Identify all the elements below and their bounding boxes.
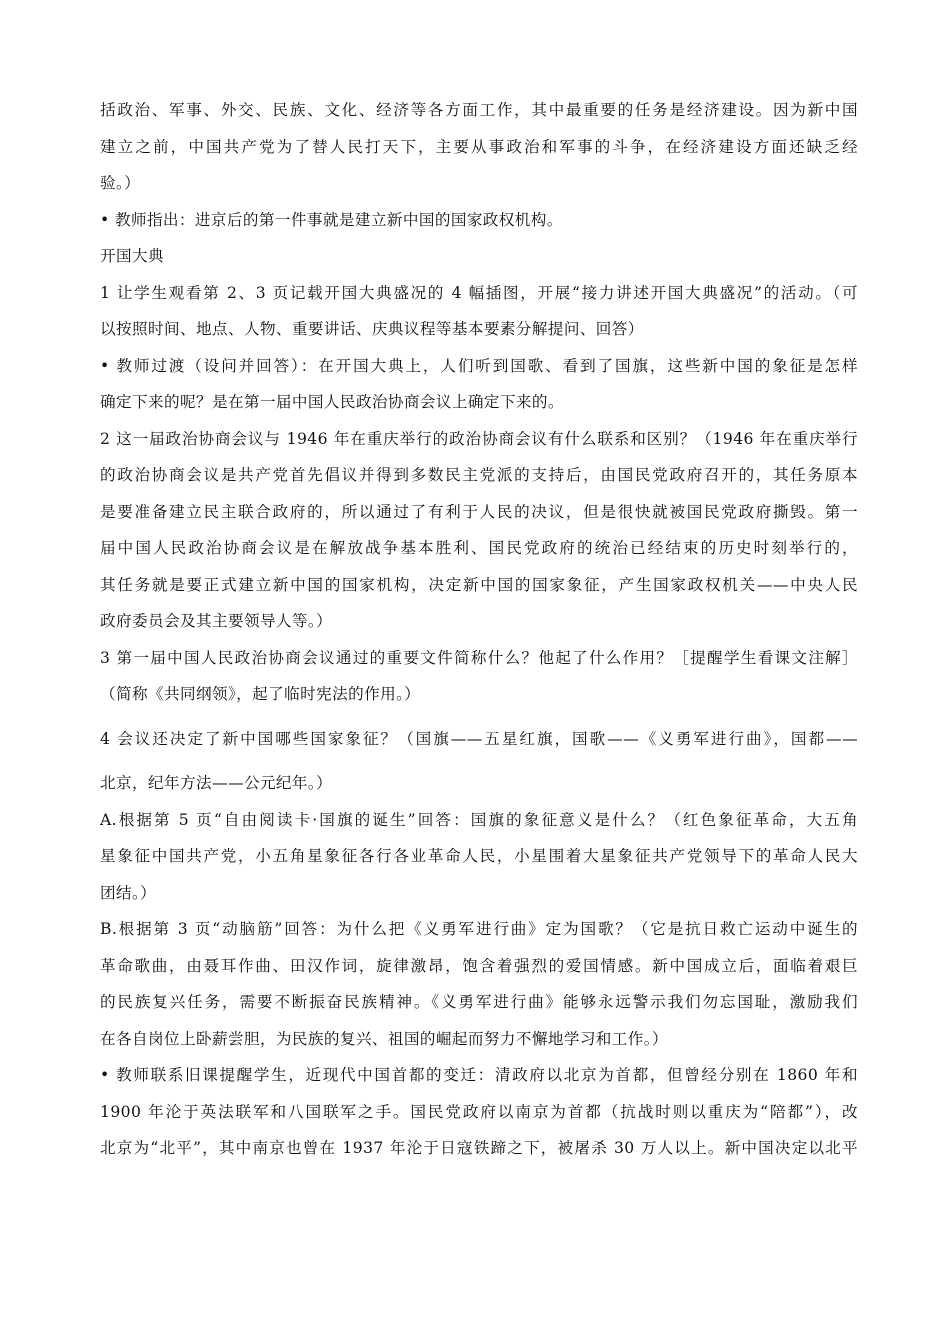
paragraph-gap	[100, 757, 858, 765]
section-heading: 开国大典	[100, 247, 164, 265]
text-line: 1 让学生观看第 2、3 页记载开国大典盛况的 4 幅插图，开展“接力讲述开国大典盛况”的活动。（可	[100, 283, 858, 302]
text-line: 的民族复兴任务，需要不断振奋民族精神。《义勇军进行曲》能够永远警示我们勿忘国耻，激励我们	[100, 993, 858, 1011]
text-line: 革命歌曲，由聂耳作曲、田汉作词，旋律激昂，饱含着强烈的爱国情感。新中国成立后，面临着艰巨	[100, 956, 858, 975]
text-line: 建立之前，中国共产党为了替人民打天下，主要从事政治和军事的斗争，在经济建设方面还缺乏经	[100, 137, 858, 156]
text-line: 政府委员会及其主要领导人等。）	[100, 612, 333, 630]
text-line: 确定下来的呢？是在第一届中国人民政治协商会议上确定下来的。	[100, 393, 564, 411]
text-line: 北京为“北平”，其中南京也曾在 1937 年沦于日寇铁蹄之下，被屠杀 30 万人以上。新中国决定以北平	[100, 1139, 858, 1157]
text-line: 星象征中国共产党，小五角星象征各行各业革命人民，小星围着大星象征共产党领导下的革命人民大	[100, 847, 858, 865]
text-line: 1900 年沦于英法联军和八国联军之手。国民党政府以南京为首都（抗战时则以重庆为“陪都”），改	[100, 1102, 858, 1121]
text-line: 届中国人民政治协商会议是在解放战争基本胜利、国民党政府的统治已经结束的历史时刻举行的，	[100, 539, 858, 557]
text-line: 是要准备建立民主联合政府的，所以通过了有利于人民的决议，但是很快就被国民党政府撕毁。第一	[100, 502, 858, 521]
text-line: • 教师联系旧课提醒学生，近现代中国首都的变迁：清政府以北京为首都，但曾经分别在 1860 年和	[100, 1066, 858, 1084]
text-line: B.根据第 3 页“动脑筋”回答：为什么把《义勇军进行曲》定为国歌？（它是抗日救亡运动中诞生的	[100, 920, 858, 938]
text-line: • 教师指出：进京后的第一件事就是建立新中国的国家政权机构。	[100, 210, 563, 229]
text-line: 4 会议还决定了新中国哪些国家象征？（国旗——五星红旗，国歌——《义勇军进行曲》，国都——	[100, 729, 858, 748]
document-body	[100, 92, 858, 1167]
text-line: 的政治协商会议是共产党首先倡议并得到多数民主党派的支持后，由国民党政府召开的，其任务原本	[100, 466, 858, 484]
text-line: • 教师过渡（设问并回答）：在开国大典上，人们听到国歌、看到了国旗，这些新中国的象征是怎样	[100, 356, 858, 375]
paragraph-gap	[100, 713, 858, 721]
text-line: A.根据第 5 页“自由阅读卡·国旗的诞生”回答：国旗的象征意义是什么？（红色象征革命，大五角	[100, 810, 858, 829]
text-line: 验。）	[100, 174, 141, 192]
text-line: 在各自岗位上卧薪尝胆，为民族的复兴、祖国的崛起而努力不懈地学习和工作。）	[100, 1029, 668, 1048]
text-line: 括政治、军事、外交、民族、文化、经济等各方面工作，其中最重要的任务是经济建设。因为新中国	[100, 101, 858, 119]
text-line: 团结。）	[100, 883, 157, 902]
text-line: 北京，纪年方法——公元纪年。）	[100, 774, 333, 792]
text-line: （简称《共同纲领》，起了临时宪法的作用。）	[100, 685, 421, 703]
text-line: 其任务就是要正式建立新中国的国家机构，决定新中国的国家象征，产生国家政权机关——中央人民	[100, 575, 858, 594]
text-line: 2 这一届政治协商会议与 1946 年在重庆举行的政治协商会议有什么联系和区别？（1946 年在重庆举行	[100, 429, 858, 448]
text-line: 3 第一届中国人民政治协商会议通过的重要文件简称什么？他起了什么作用？［提醒学生看课文注解］	[100, 648, 858, 667]
text-line: 以按照时间、地点、人物、重要讲话、庆典议程等基本要素分解提问、回答）	[100, 320, 644, 338]
